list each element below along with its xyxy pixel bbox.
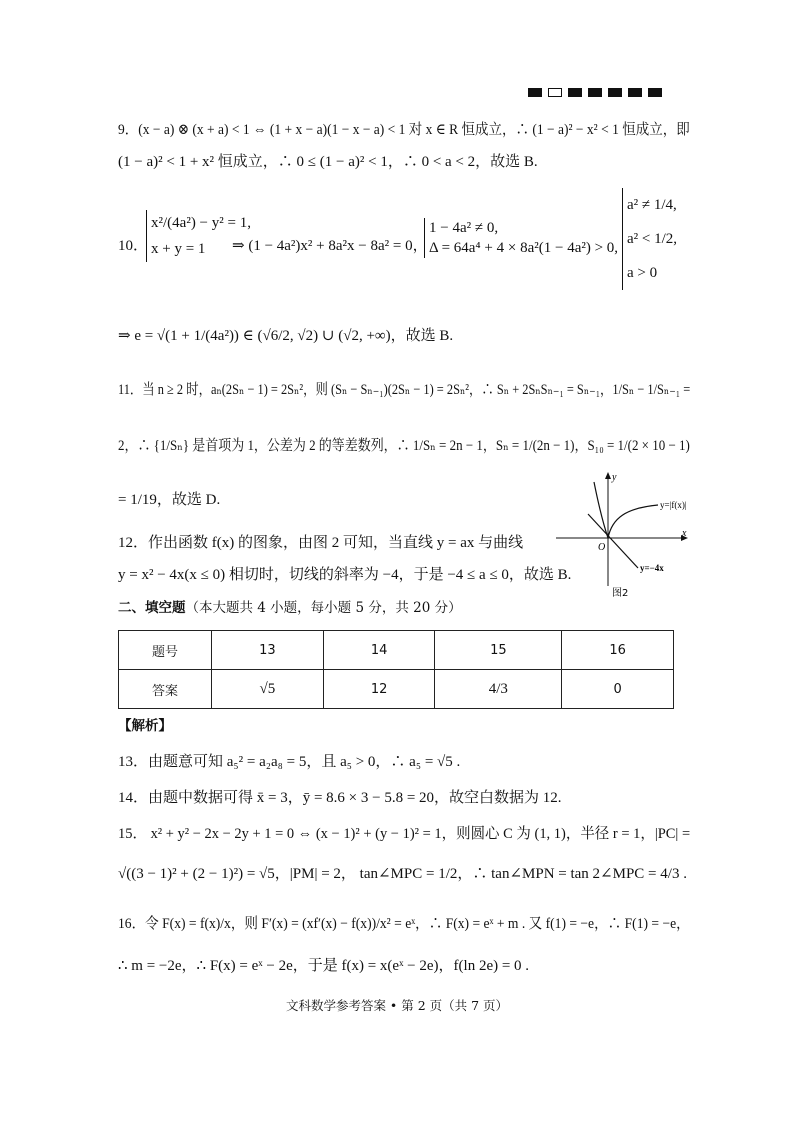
mark-filled (628, 88, 642, 97)
q10-label: 10． (118, 238, 149, 254)
curve-left-branch (594, 482, 608, 538)
q15-line2: √((3 − 1)² + (2 − 1)²) = √5，|PM| = 2， tan∠MPC = 1/2，∴ tan∠MPN = tan 2∠MPC = 4/3 . (118, 866, 687, 882)
mark-filled (608, 88, 622, 97)
q15-line1: 15． x² + y² − 2x − 2y + 1 = 0 ⇔ (x − 1)² + (y − 1)² = 1，则圆心 C 为 (1, 1)，半径 r = 1，|PC| = (118, 826, 691, 842)
y-axis-arrow (605, 472, 611, 479)
q10-sys2-eq2: Δ = 64a⁴ + 4 × 8a²(1 − 4a²) > 0, (429, 240, 619, 256)
table-cell: 13 (212, 631, 324, 670)
tangent-line (588, 514, 638, 568)
q11-line3: = 1/19，故选 D. (118, 492, 221, 508)
row-header-cell: 题号 (119, 631, 212, 670)
q14-text: 14．由题中数据可得 x̄ = 3，ȳ = 8.6 × 3 − 5.8 = 20，故空白数据为 12. (118, 790, 562, 806)
q10-sys2-eq1: 1 − 4a² ≠ 0, (429, 220, 499, 236)
mark-filled (528, 88, 542, 97)
table-cell: 12 (323, 670, 435, 709)
section2-title: 二、填空题 (118, 600, 186, 616)
line-label: y=−4x (640, 563, 664, 573)
header-marks (528, 88, 662, 97)
table-cell: 16 (562, 631, 674, 670)
table-cell: 4/3 (435, 670, 562, 709)
answer-header-cell: 答案 (119, 670, 212, 709)
q10-system3 (622, 188, 677, 290)
curve-label: y=|f(x)| (660, 500, 687, 510)
table-cell: √5 (212, 670, 324, 709)
table-cell: 0 (562, 670, 674, 709)
q12-line2: y = x² − 4x(x ≤ 0) 相切时，切线的斜率为 −4，于是 −4 ≤ a ≤ 0，故选 B. (118, 567, 572, 583)
table-cell: 14 (323, 631, 435, 670)
q11-line2: 2，∴ {1/Sₙ} 是首项为 1，公差为 2 的等差数列，∴ 1/Sₙ = 2n − 1，Sₙ = 1/(2n − 1)，S₁₀ = 1/(2 × 10 − 1) (118, 438, 690, 454)
section2-heading (118, 596, 462, 616)
curve-right-branch (608, 505, 658, 538)
answer-table (118, 630, 674, 709)
mark-filled (588, 88, 602, 97)
q10-line2: ⇒ e = √(1 + 1/(4a²)) ∈ (√6/2, √2) ∪ (√2, +∞)，故选 B. (118, 328, 454, 344)
q10-system2 (424, 218, 618, 258)
table-cell: 15 (435, 631, 562, 670)
figure-2 (554, 468, 694, 604)
mark-filled (568, 88, 582, 97)
origin-label: O (598, 542, 606, 553)
q10-sys3-eq2: a² < 1/2, (627, 231, 678, 247)
q16-line1: 16．令 F(x) = f(x)/x，则 F′(x) = (xf′(x) − f(x))/x² = eˣ，∴ F(x) = eˣ + m . 又 f(1) = −e，∴ F(1) = −e， (118, 916, 690, 932)
q10-sys1-eq2: x + y = 1 (151, 241, 206, 257)
mark-hollow (548, 88, 562, 97)
q13-text: 13．由题意可知 a₅² = a₂a₈ = 5，且 a₅ > 0，∴ a₅ = √5 . (118, 754, 461, 770)
page-footer: 文科数学参考答案 • 第 2 页（共 7 页） (285, 998, 509, 1013)
figure-caption: 图2 (612, 588, 629, 599)
q10-mid: ⇒ (1 − 4a²)x² + 8a²x − 8a² = 0， (232, 238, 428, 254)
y-label: y (612, 472, 617, 483)
table-row (119, 670, 674, 709)
section2-subtitle: （本大题共 4 小题，每小题 5 分，共 20 分） (185, 600, 462, 616)
mark-filled (648, 88, 662, 97)
table-row (119, 631, 674, 670)
q11-line1: 11．当 n ≥ 2 时，aₙ(2Sₙ − 1) = 2Sₙ²，则 (Sₙ − Sₙ₋₁)(2Sₙ − 1) = 2Sₙ²，∴ Sₙ + 2SₙSₙ₋₁ = Sₙ₋₁，1/Sₙ − 1/Sₙ₋₁ = (118, 382, 691, 398)
q12-line1: 12．作出函数 f(x) 的图象，由图 2 可知，当直线 y = ax 与曲线 (118, 535, 524, 551)
q10-sys3-eq1: a² ≠ 1/4, (627, 197, 677, 213)
q10-sys1-eq1: x²/(4a²) − y² = 1, (151, 215, 251, 231)
q16-line2: ∴ m = −2e，∴ F(x) = eˣ − 2e，于是 f(x) = x(eˣ − 2e)，f(ln 2e) = 0 . (118, 958, 530, 974)
jiexi-heading: 【解析】 (118, 718, 172, 734)
x-label: x (682, 528, 687, 539)
q10-sys3-eq3: a > 0 (627, 265, 658, 281)
q9-line1: 9．(x − a) ⊗ (x + a) < 1 ⇔ (1 + x − a)(1 − x − a) < 1 对 x ∈ R 恒成立，∴ (1 − a)² − x² < 1 恒成立，即 (118, 122, 690, 138)
q9-line2: (1 − a)² < 1 + x² 恒成立，∴ 0 ≤ (1 − a)² < 1，∴ 0 < a < 2，故选 B. (118, 154, 538, 170)
